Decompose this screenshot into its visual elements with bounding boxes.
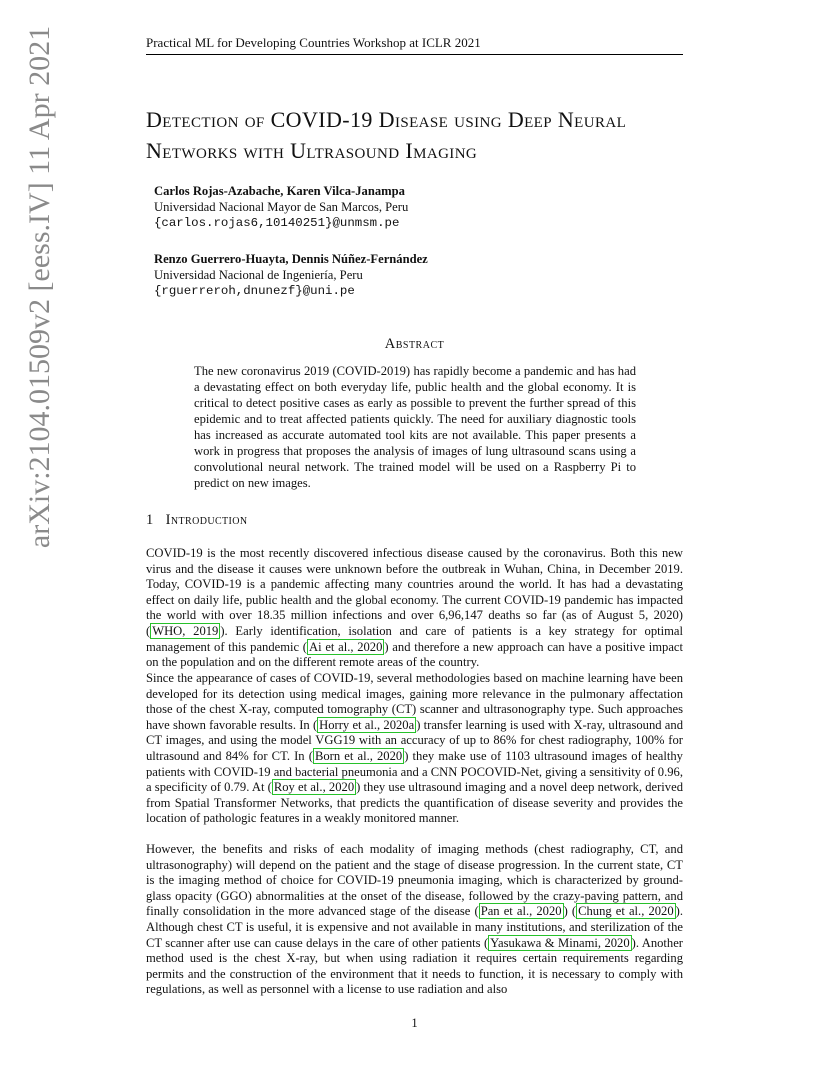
section-title: Introduction xyxy=(165,512,248,528)
citation-link[interactable]: Yasukawa & Minami, 2020 xyxy=(490,935,630,950)
citation-link[interactable]: Horry et al., 2020a xyxy=(319,717,415,732)
paragraph-text: ) they use ultrasound imaging and a novel deep network, derived from Spatial Transformer Networks, that predicts the quantification of disease severity and provides the location of pathologic features in a weakly monitored manner. xyxy=(146,780,683,826)
section-heading xyxy=(146,512,248,529)
intro-paragraph-3 xyxy=(146,842,683,998)
intro-paragraph-2 xyxy=(146,671,683,827)
author-affiliation: Universidad Nacional de Ingeniería, Peru xyxy=(154,268,363,282)
author-email: {rguerreroh,dnunezf}@uni.pe xyxy=(154,284,355,298)
page-number: 1 xyxy=(411,1016,418,1030)
author-affiliation: Universidad Nacional Mayor de San Marcos, Peru xyxy=(154,200,409,214)
citation-link[interactable]: Pan et al., 2020 xyxy=(480,904,562,919)
paragraph-text: ) ( xyxy=(563,904,577,919)
paragraph-text: ). Although chest CT is useful, it is expensive and not available in many institutions, and sterilization of the CT scanner after use can cause delays in the care of other patients ( xyxy=(146,904,683,950)
citation-link[interactable]: Chung et al., 2020 xyxy=(578,904,674,919)
author-email: {carlos.rojas6,10140251}@unmsm.pe xyxy=(154,216,400,230)
intro-paragraph-1 xyxy=(146,546,683,671)
author-names: Carlos Rojas-Azabache, Karen Vilca-Janampa xyxy=(154,184,405,198)
paragraph-text: ) they make use of 1103 ultrasound images of healthy patients with COVID-19 and bacterial pneumonia and a CNN POCOVID-Net, giving a sensitivity of 0.96, a specificity of 0.79. At ( xyxy=(146,748,683,795)
paper-title: Detection of COVID-19 Disease using Deep Neural Networks with Ultrasound Imaging xyxy=(146,107,627,163)
citation-link[interactable]: Ai et al., 2020 xyxy=(309,639,383,654)
paragraph-text: ) transfer learning is used with X-ray, ultrasound and CT images, and using the model VGG19 with an accuracy of up to 86% for chest radiography, 100% for ultrasound and 84% for CT. In ( xyxy=(146,717,683,763)
paragraph-text: ). Another method used is the chest X-ray, but when using radiation it requires certain requirements regarding permits and the construction of the environment that it needs to function, it is necessary to comply with regulations, as well as personnel with a license to use radiation and also xyxy=(146,935,683,997)
paragraph-text: Since the appearance of cases of COVID-19, several methodologies based on machine learning have been developed for its detection using medical images, gaining more relevance in the pulmonary affectation those of the chest X-ray, computed tomography (CT) scanner and ultrasonography type. Such approaches have shown favorable results. In ( xyxy=(146,671,683,732)
running-head: Practical ML for Developing Countries Workshop at ICLR 2021 xyxy=(146,35,683,55)
paragraph-text: However, the benefits and risks of each modality of imaging methods (chest radiography, CT, and ultrasonography) will depend on the patient and the stage of disease progression. In the current state, CT is the imaging method of choice for COVID-19 pneumonia imaging, which is characterized by ground-glass opacity (GGO) abnormalities at the onset of the disease, followed by the crazy-paving pattern, and finally consolidation in the more advanced stage of the disease ( xyxy=(146,842,683,919)
section-number: 1 xyxy=(146,512,154,528)
paragraph-text: ) and therefore a new approach can have a positive impact on the population and on the different remote areas of the country. xyxy=(146,639,684,670)
abstract-text: The new coronavirus 2019 (COVID-2019) has rapidly become a pandemic and has had a devastating effect on both everyday life, public health and the global economy. It is critical to detect positive cases as early as possible to prevent the further spread of this epidemic and to treat affected patients quickly. The need for auxiliary diagnostic tools has increased as accurate automated tool kits are not available. This paper presents a work in progress that proposes the analysis of images of lung ultrasound scans using a convolutional neural network. The trained model will be used on a Raspberry Pi to predict on new images. xyxy=(194,364,636,490)
author-names: Renzo Guerrero-Huayta, Dennis Núñez-Fernández xyxy=(154,252,428,266)
author-block-1 xyxy=(154,183,408,231)
arxiv-stamp: arXiv:2104.01509v2 [eess.IV] 11 Apr 2021 xyxy=(23,25,56,549)
citation-link[interactable]: Born et al., 2020 xyxy=(314,748,403,763)
paragraph-text: COVID-19 is the most recently discovered infectious disease caused by the coronavirus. Both this new virus and the disease it causes were unknown before the outbreak in Wuhan, China, in December 2019. Today, COVID-19 is a pandemic affecting many countries around the world. It has had a devastating effect on daily life, public health and the global economy. The current COVID-19 pandemic has impacted the world with over 18.35 million infections and over 6,96,147 deaths so far (as of August 5, 2020) ( xyxy=(146,546,683,638)
citation-link[interactable]: Roy et al., 2020 xyxy=(273,780,355,795)
author-block-2 xyxy=(154,251,428,299)
abstract-heading: Abstract xyxy=(384,336,445,352)
paragraph-text: ). Early identification, isolation and care of patients is a key strategy for optimal management of this pandemic ( xyxy=(146,623,683,654)
citation-link[interactable]: WHO, 2019 xyxy=(152,623,219,638)
